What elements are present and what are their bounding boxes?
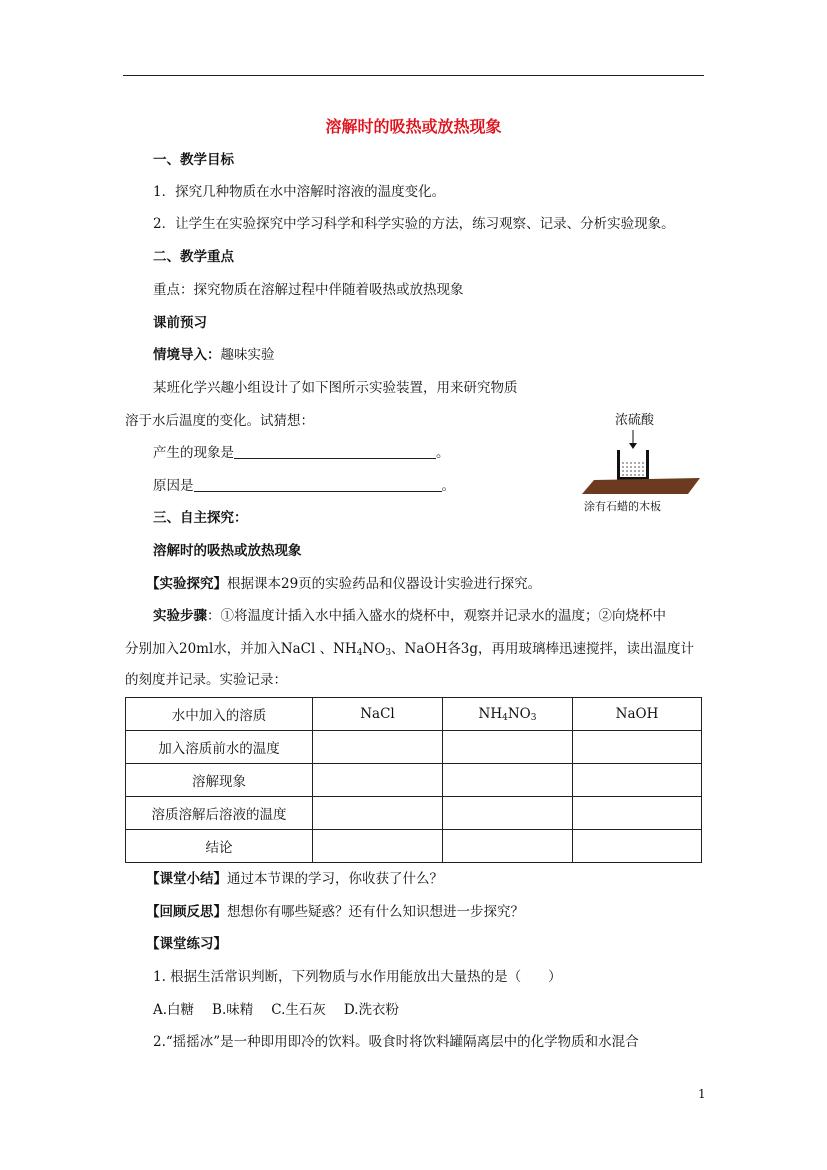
reflect-label: 【回顾反思】	[146, 904, 227, 920]
preview-heading: 课前预习	[153, 315, 207, 331]
table-cell[interactable]	[443, 731, 573, 764]
subscript-3: 3	[385, 648, 392, 658]
option-a[interactable]: A.白糖	[153, 1002, 195, 1018]
reflect-text: 想想你有哪些疑惑？还有什么知识想进一步探究？	[227, 904, 524, 920]
question-phenomenon	[153, 443, 450, 463]
page-number: 1	[698, 1087, 706, 1101]
question-phenomenon-label: 产生的现象是	[153, 445, 234, 461]
section-3-heading: 三、自主探究：	[153, 510, 248, 526]
practice-options	[153, 1000, 399, 1020]
table-cell[interactable]	[573, 764, 702, 797]
scenario-label: 情境导入：	[153, 347, 221, 363]
option-c[interactable]: C.生石灰	[271, 1002, 326, 1018]
section-1-heading: 一、教学目标	[153, 152, 234, 168]
row-label-final-temp: 溶质溶解后溶液的温度	[126, 797, 313, 830]
answer-blank-phenomenon[interactable]	[234, 444, 436, 459]
section-2-heading: 二、教学重点	[153, 249, 234, 265]
steps-line-3: 的刻度并记录。实验记录：	[125, 672, 287, 688]
practice-heading: 【课堂练习】	[146, 936, 227, 952]
option-b[interactable]: B.味精	[212, 1002, 254, 1018]
practice-question-1: 1. 根据生活常识判断，下列物质与水作用能放出大量热的是（ ）	[153, 969, 562, 985]
option-d[interactable]: D.洗衣粉	[343, 1002, 400, 1018]
table-cell[interactable]	[443, 764, 573, 797]
steps-text-2c: NO	[362, 641, 386, 657]
reflect-line	[146, 902, 524, 922]
figure-label-board: 涂有石蜡的木板	[584, 500, 661, 513]
table-row	[126, 764, 702, 797]
answer-blank-reason[interactable]	[194, 477, 442, 492]
header-rule	[123, 75, 704, 76]
period: 。	[441, 478, 455, 494]
table-cell[interactable]	[443, 797, 573, 830]
summary-text: 通过本节课的学习，你收获了什么？	[227, 871, 443, 887]
table-cell[interactable]	[573, 731, 702, 764]
experiment-record-table	[125, 697, 702, 863]
steps-line-2	[125, 639, 694, 663]
practice-question-2: 2.“摇摇冰”是一种即用即冷的饮料。吸食时将饮料罐隔离层中的化学物质和水混合	[153, 1034, 639, 1050]
summary-label: 【课堂小结】	[146, 871, 227, 887]
table-header-nh4no3: $NH_4NO_3$	[443, 698, 573, 731]
preview-paragraph-1: 某班化学兴趣小组设计了如下图所示实验装置，用来研究物质	[153, 380, 518, 396]
experiment-figure	[580, 408, 705, 518]
summary-line	[146, 869, 443, 889]
table-cell[interactable]	[573, 830, 702, 863]
steps-line-1	[153, 606, 666, 626]
table-row	[126, 698, 702, 731]
focus-text: 重点：探究物质在溶解过程中伴随着吸热或放热现象	[153, 282, 464, 298]
objective-1: 1．探究几种物质在水中溶解时溶液的温度变化。	[153, 184, 446, 200]
table-cell[interactable]	[573, 797, 702, 830]
table-header-nacl: NaCl	[313, 698, 443, 731]
table-cell[interactable]	[443, 830, 573, 863]
table-cell[interactable]	[313, 830, 443, 863]
steps-text-1: ：①将温度计插入水中插入盛水的烧杯中，观察并记录水的温度；②向烧杯中	[207, 608, 666, 624]
section-3-subtitle: 溶解时的吸热或放热现象	[153, 543, 302, 559]
row-label-phenomenon: 溶解现象	[126, 764, 313, 797]
steps-label: 实验步骤	[153, 608, 207, 624]
experiment-label: 【实验探究】	[146, 576, 227, 592]
table-row	[126, 830, 702, 863]
scenario-line	[153, 345, 275, 365]
steps-text-2a: 分别加入20ml水，并加入NaCl 、NH	[125, 641, 357, 657]
table-header-solute: 水中加入的溶质	[126, 698, 313, 731]
question-reason	[153, 476, 455, 496]
beaker-diagram	[580, 408, 705, 518]
scenario-text: 趣味实验	[220, 347, 275, 363]
question-reason-label: 原因是	[153, 478, 194, 494]
table-row	[126, 731, 702, 764]
table-row	[126, 797, 702, 830]
table-cell[interactable]	[313, 731, 443, 764]
period: 。	[436, 445, 450, 461]
table-cell[interactable]	[313, 797, 443, 830]
experiment-line	[146, 574, 541, 594]
row-label-initial-temp: 加入溶质前水的温度	[126, 731, 313, 764]
objective-2: 2．让学生在实验探究中学习科学和科学实验的方法，练习观察、记录、分析实验现象。	[153, 216, 675, 232]
figure-label-acid: 浓硫酸	[615, 413, 655, 428]
subscript-4: 4	[356, 648, 363, 658]
document-title: 溶解时的吸热或放热现象	[325, 117, 502, 136]
table-header-naoh: NaOH	[573, 698, 702, 731]
preview-paragraph-2: 溶于水后温度的变化。试猜想：	[125, 413, 314, 429]
row-label-conclusion: 结论	[126, 830, 313, 863]
table-cell[interactable]	[313, 764, 443, 797]
wooden-board-icon	[582, 478, 700, 494]
experiment-text: 根据课本29页的实验药品和仪器设计实验进行探究。	[227, 576, 542, 592]
steps-text-2e: 、NaOH各3g，再用玻璃棒迅速搅拌，读出温度计	[391, 641, 694, 657]
